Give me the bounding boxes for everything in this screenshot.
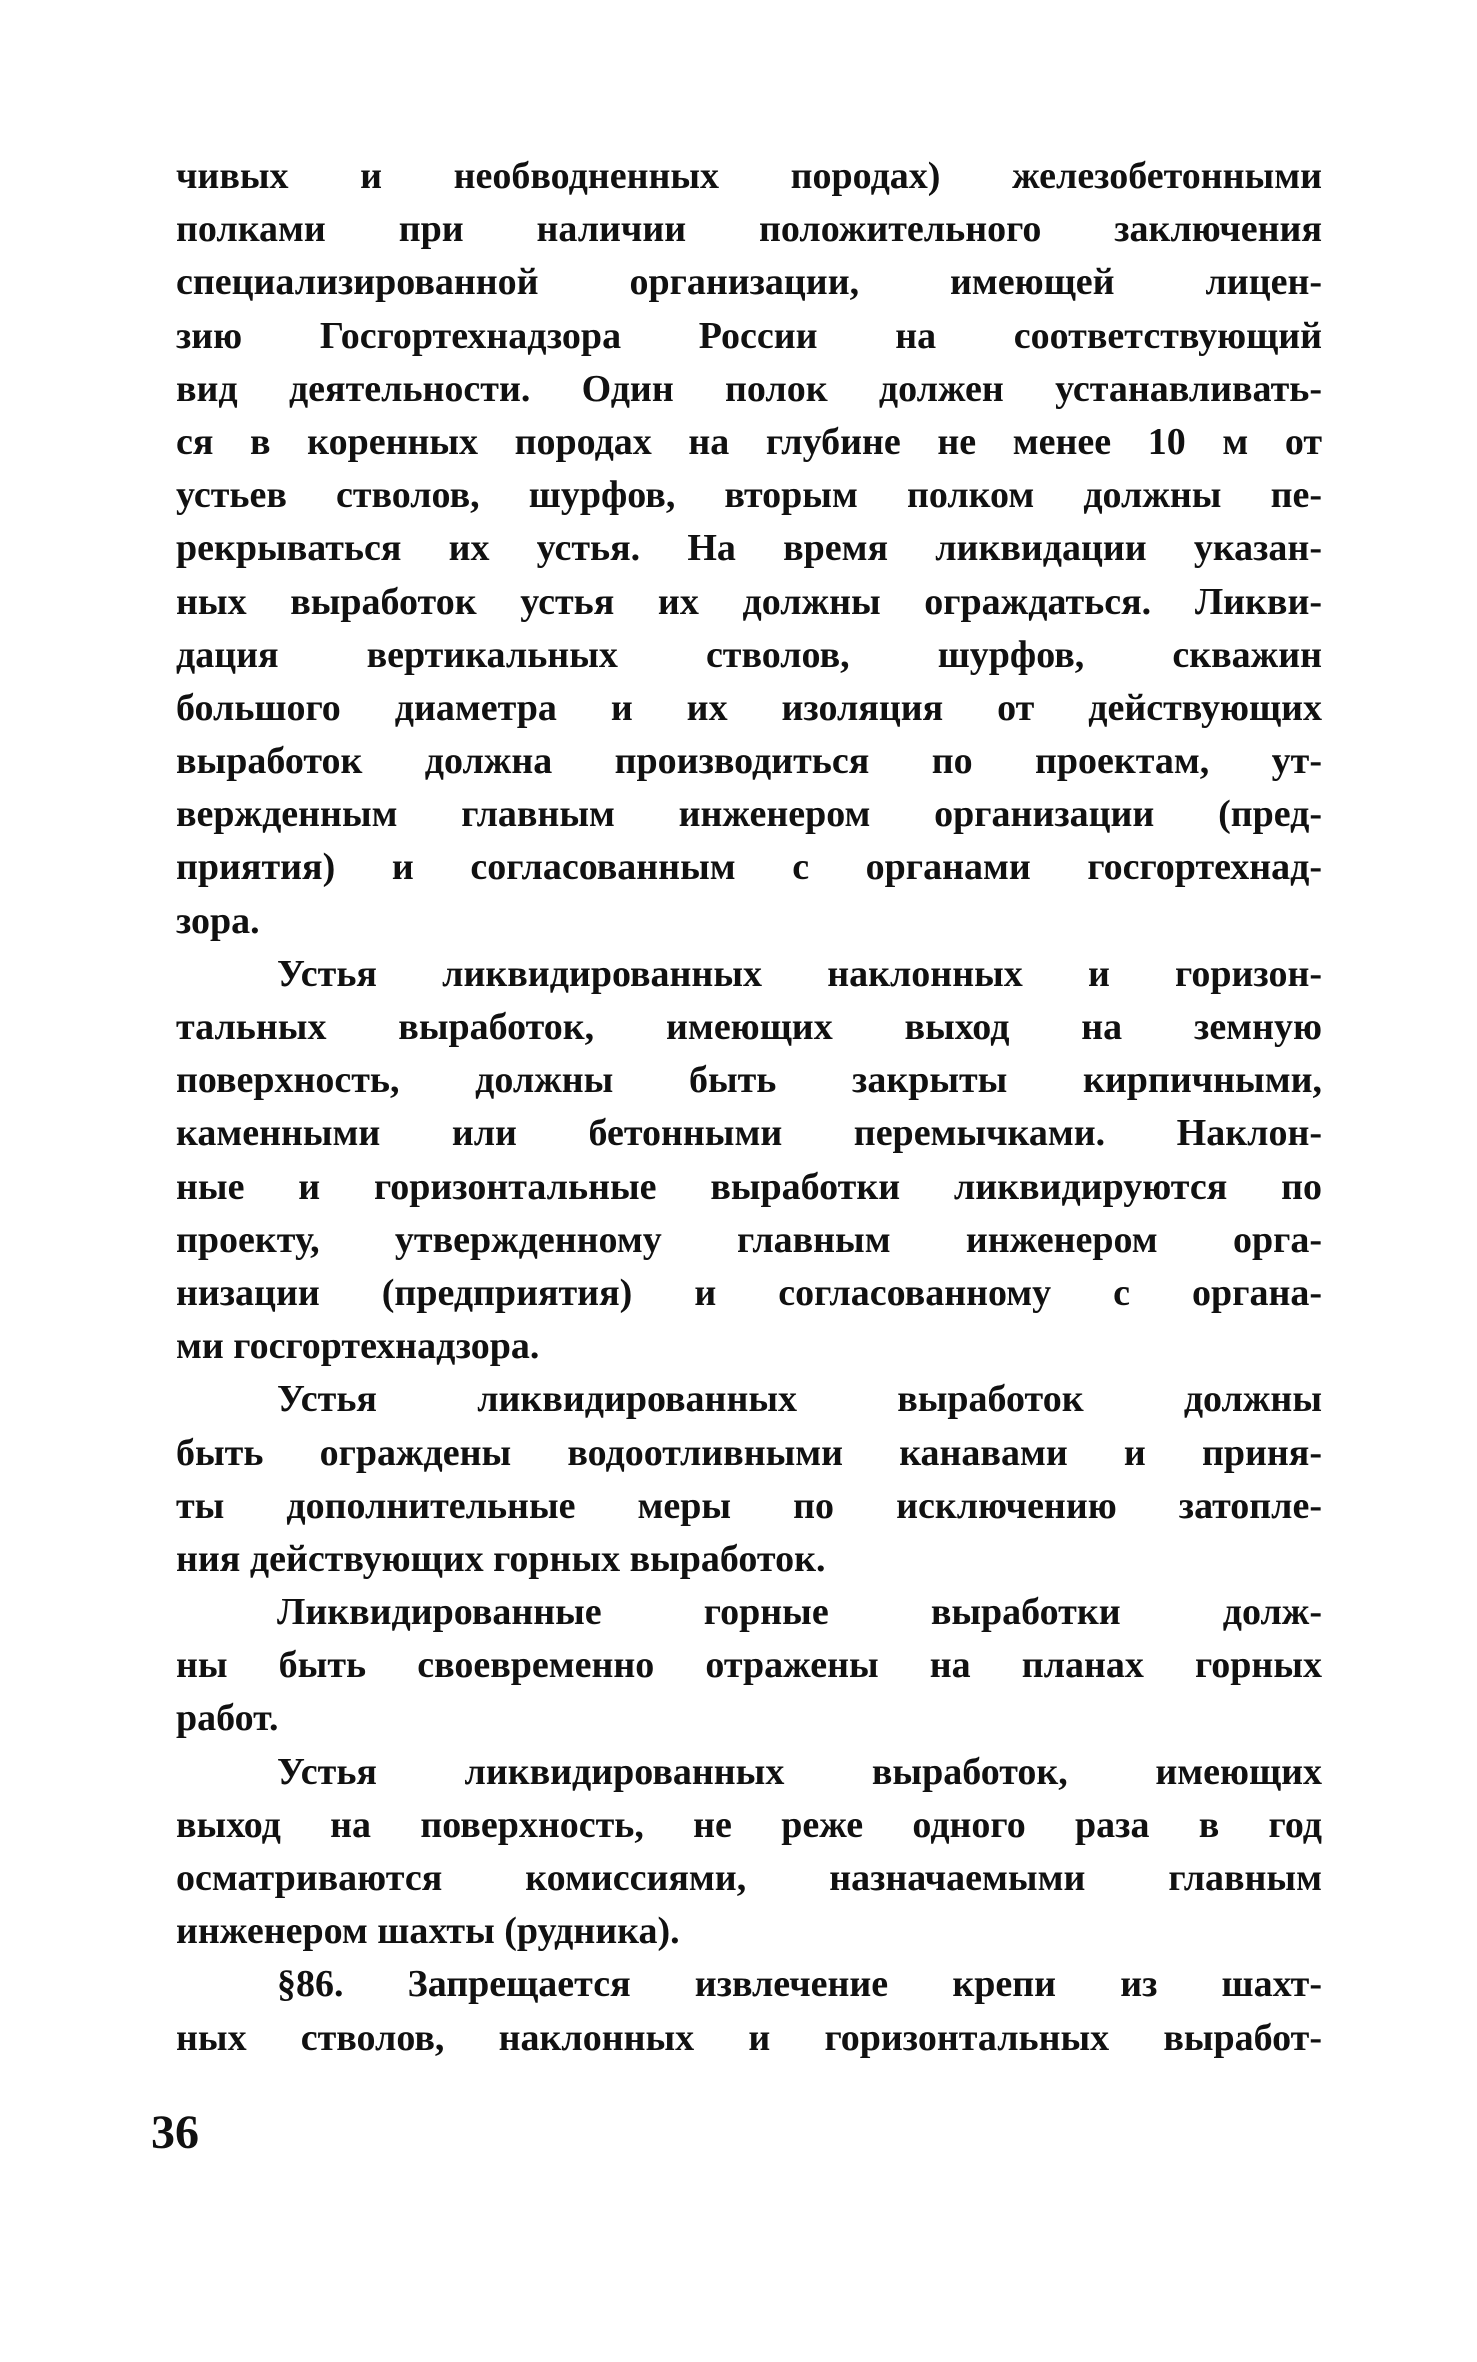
text-line: ны быть своевременно отражены на планах горных	[176, 1644, 1322, 1687]
text-line: ния действующих горных выработок.	[176, 1537, 826, 1580]
paragraph-first-line: Ликвидированные горные выработки долж-	[277, 1591, 1322, 1634]
text-line: работ.	[176, 1697, 279, 1740]
text-line: ся в коренных породах на глубине не менее 10 м от	[176, 420, 1322, 463]
page-number: 36	[151, 2106, 199, 2159]
paragraph-first-line: Устья ликвидированных выработок должны	[277, 1378, 1322, 1421]
text-line: осматриваются комиссиями, назначаемыми главным	[176, 1857, 1322, 1899]
text-line: ных выработок устья их должны ограждаться. Ликви-	[176, 580, 1322, 623]
paragraph-first-line: Устья ликвидированных наклонных и горизон-	[277, 952, 1322, 995]
text-line: дация вертикальных стволов, шурфов, скважин	[176, 633, 1322, 676]
text-line: инженером шахты (рудника).	[176, 1910, 680, 1953]
text-line: поверхность, должны быть закрыты кирпичными,	[176, 1059, 1322, 1102]
text-line: выход на поверхность, не реже одного раза в год	[176, 1803, 1322, 1846]
text-line: тальных выработок, имеющих выход на земную	[176, 1006, 1322, 1048]
text-line: выработок должна производиться по проектам, ут-	[176, 740, 1322, 783]
text-line: ных стволов, наклонных и горизонтальных выработ-	[176, 2016, 1322, 2059]
text-line: каменными или бетонными перемычками. Наклон-	[176, 1112, 1322, 1155]
text-line: быть ограждены водоотливными канавами и приня-	[176, 1431, 1322, 1474]
text-line: ные и горизонтальные выработки ликвидируются по	[176, 1165, 1322, 1208]
text-line: ты дополнительные меры по исключению затопле-	[176, 1484, 1322, 1527]
text-line: рекрываться их устья. На время ликвидации указан-	[176, 527, 1322, 570]
text-line: ми госгортехнадзора.	[176, 1325, 540, 1368]
text-line: чивых и необводненных породах) железобетонными	[176, 155, 1322, 197]
text-line: приятия) и согласованным с органами госгортехнад-	[176, 846, 1322, 889]
page-text-block	[176, 150, 1322, 2350]
text-line: зию Госгортехнадзора России на соответствующий	[176, 314, 1322, 357]
paragraph-first-line: Устья ликвидированных выработок, имеющих	[277, 1750, 1322, 1793]
text-line: вид деятельности. Один полок должен устанавливать-	[176, 367, 1322, 410]
text-line: низации (предприятия) и согласованному с органа-	[176, 1271, 1322, 1314]
text-line: специализированной организации, имеющей лицен-	[176, 261, 1322, 304]
text-line: устьев стволов, шурфов, вторым полком должны пе-	[176, 474, 1322, 517]
text-line: проекту, утвержденному главным инженером орга-	[176, 1218, 1322, 1261]
text-line: полками при наличии положительного заключения	[176, 208, 1322, 251]
text-line: вержденным главным инженером организации (пред-	[176, 793, 1322, 836]
text-line: зора.	[176, 899, 260, 942]
paragraph-first-line: §86. Запрещается извлечение крепи из шахт-	[277, 1963, 1322, 2006]
text-line: большого диаметра и их изоляция от действующих	[176, 686, 1322, 729]
